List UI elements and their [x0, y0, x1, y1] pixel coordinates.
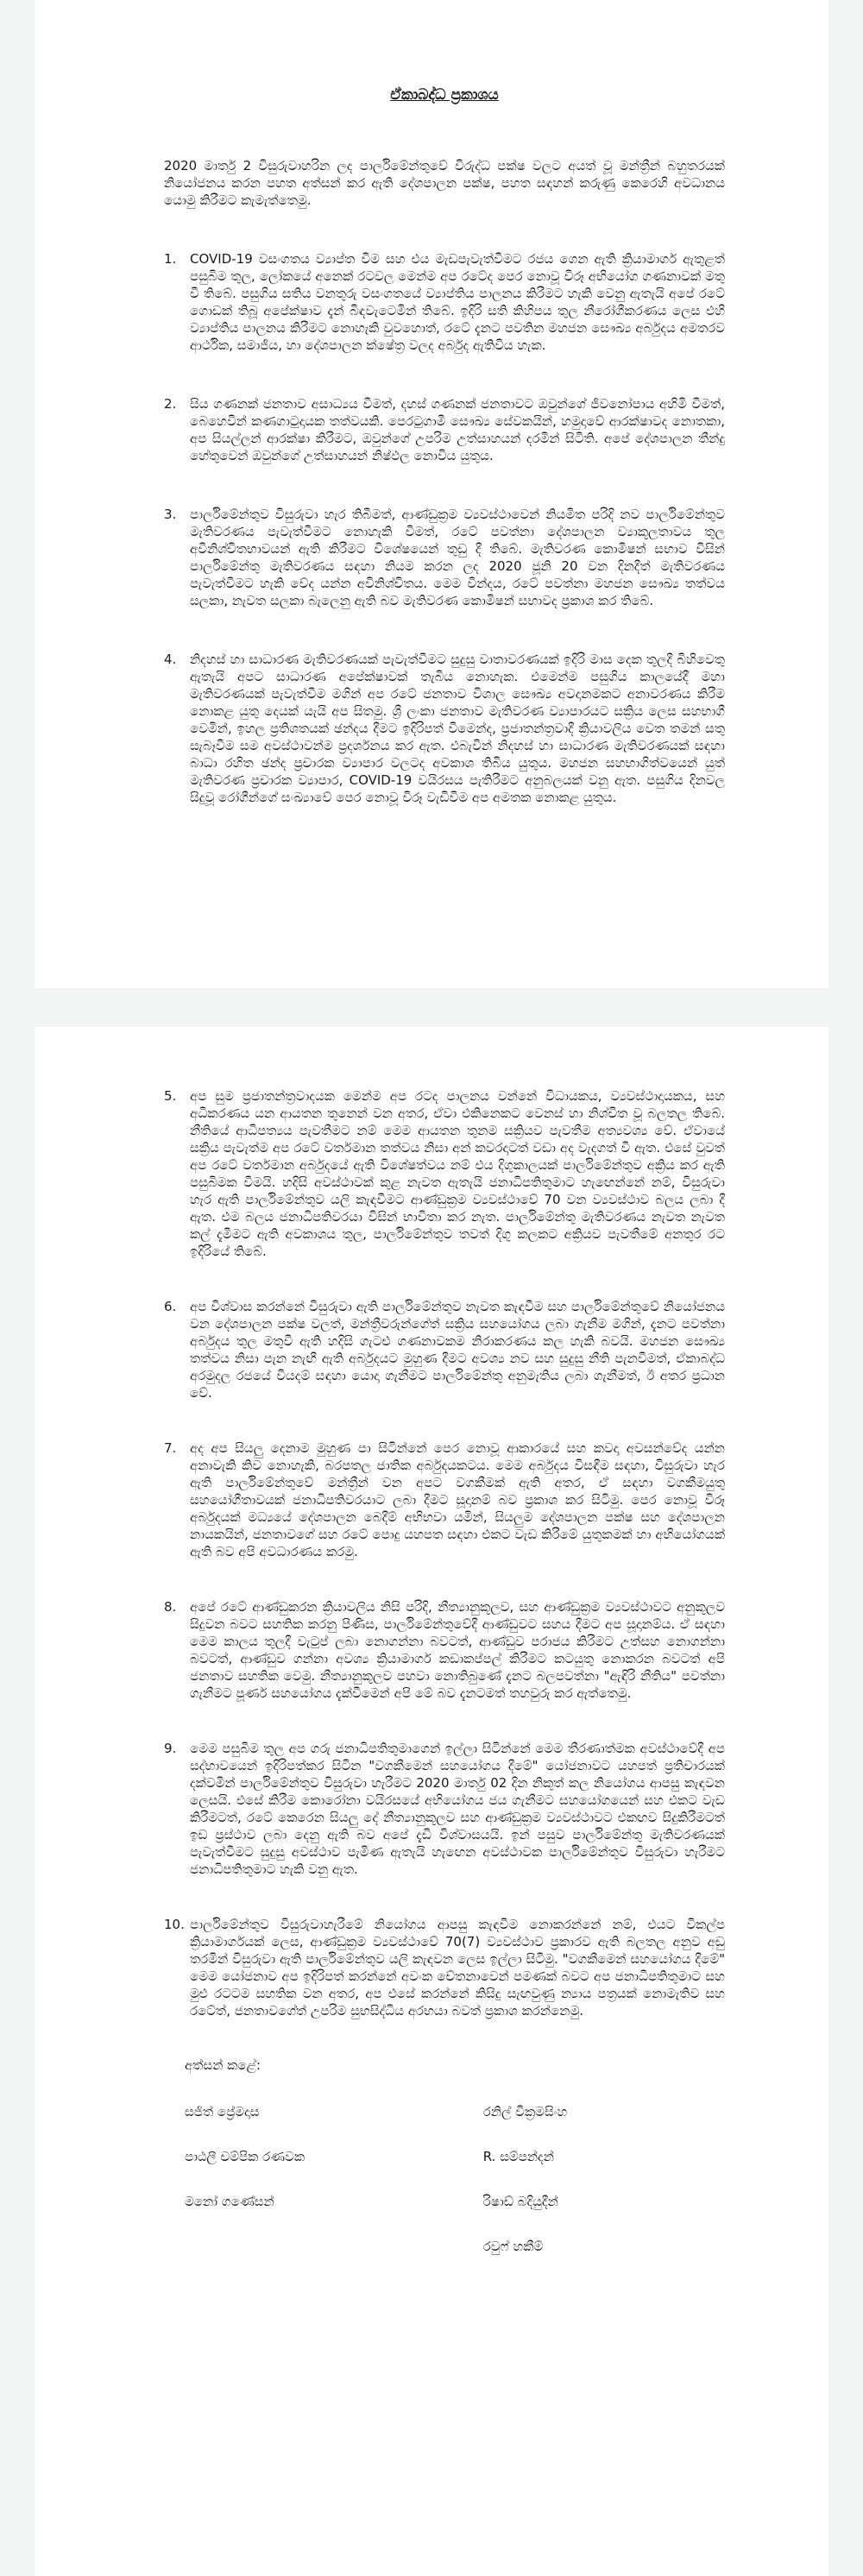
item-text: COVID-19 වසංගතය ව්‍යාප්ත වීම සහ එය මැඩපැවැත්වීමට රජය ගෙන ඇති ක්‍රියාමාර්ග ඇතුළත් පසුබිම තුල, ලෝකයේ අනෙක් රටවල මෙන්ම අප රටේද පෙර නොවූ විරූ අභියෝග ගණනාවක් මතු වී තිබේ. පසුගිය සතිය වනතුරු වසංගතයේ ව්‍යාප්තිය පාලනය කිරීමට හැකි වෙනු ඇතැයි අපේ රටේ ගොඩක් තිබූ අපේක්ෂාව දැන් බිඳවැටෙමින් තිබේ. ඉදිරි සති කිහිපය තුල නීරෝගීකරණය ලෙස එහි ව්‍යාප්තිය පාලනය කිරීමට නොහැකි වුවහොත්, රටේ දැනට පවතින මහජන සෞඛ්‍ය අර්බුදය අමතරව ආර්ථික, සමාජීය, හා දේශපාලන ක්ෂේත්‍ර වලද අර්බුද ඇතිවිය හැක.: [190, 251, 725, 353]
numbered-item: [164, 1598, 725, 1702]
item-number: 10.: [164, 1917, 185, 1932]
numbered-item: [164, 1087, 725, 1260]
item-number: 3.: [164, 507, 177, 522]
item-number: 7.: [164, 1440, 177, 1456]
signatory-name: සජිත් ප්‍රේමදාස: [185, 2104, 260, 2119]
signature-row: [185, 2194, 725, 2209]
item-text: පාර්ලිමේන්තුව විසුරුවාහැරීමේ නියෝගය ආපසු කැඳවීම නොකරන්නේ නම්, එයට විකල්ප ක්‍රියාමාර්ගයක් ලෙස, ආණ්ඩුක්‍රම ව්‍යවස්ථාවේ 70(7) ව්‍යවස්ථාව ප්‍රකාරව ඇති බලතල අනුව අඩු තරමින් විසුරුවා ඇති පාර්ලිමේන්තුව යලි කැඳවන ලෙස ඉල්ලා සිටිමු. "වගකීමෙන් සහයෝගය දීමේ" මෙම යෝජනාව අප ඉදිරිපත් කරන්නේ අවංක චේතනාවෙන් පමණක් බවට අප ජනාධිපතිතුමාට සහ මුළු රටටම සහතික වන අතර, අප එසේ කරන්නේ කිසිදු සැඟවුණු න්‍යාය පත්‍රයක් නොමැතිව සහ රටේත්, ජනතාවගේත් උපරිම සුභසිද්ධිය අරභයා බවත් ප්‍රකාශ කරන්නෙමු.: [190, 1917, 725, 2019]
item-text: අද අප සියලු දෙනාම මුහුණ පා සිටින්නේ පෙර නොවූ ආකාරයේ සහ කවදා අවසන්වේද යන්න අනාවැකි කිව නොහැකි, බරපතල ජාතික අර්බුදයකටය. මෙම අර්බුදය විසඳීම සඳහා, විසුරුවා හැර ඇති පාර්ලිමේන්තුවේ මන්ත්‍රීන් වන අපට වගකීමක් ඇති අතර, ඒ සඳහා වගකීමයුතු සහයෝගීතාවයක් ජනාධිපතිවරයාට ලබා දීමට සූදානම් බව ප්‍රකාශ කර සිටිමු. පෙර නොවූ විරූ අර්බුදයක් මධ්‍යයේ දේශපාලන බෙදීම් අභිභවා යමින්, සියලුම දේශපාලන පක්ෂ සහ දේශපාලන නායකයින්, ජනතාවගේ සහ රටේ පොදු යහපත සඳහා එකට වැඩ කිරීමේ යුතුකමක් හා අභියෝගයක් ඇති බව අපි අවධාරණය කරමු.: [190, 1440, 725, 1559]
numbered-item: [164, 1740, 725, 1878]
signatory-name: [185, 2239, 483, 2254]
numbered-item: [164, 1916, 725, 2019]
signatory-name: රවුෆ් හකීම්: [482, 2239, 544, 2254]
item-text: අප විශ්වාස කරන්නේ විසුරුවා ඇති පාර්ලිමේන්තුව නැවත කැඳවීම සහ පාර්ලිමේන්තුවේ නියෝජනය වන දේශපාලන පක්ෂ වලත්, මන්ත්‍රීවරුන්ගේත් සක්‍රිය සහයෝගය ලබා ගැනීම මගින්, දැනට පවත්නා අර්බුදය තුල මතුවී ඇති හදිසි ගැටළු ගණනාවකම නිරාකරණය කල හැකි බවයි. මහජන සෞඛ්‍ය තත්වය නිසා පැන නැඟී ඇති අර්බුදයට මුහුණ දීමට අවශ්‍ය නව සහ සුදුසු නීති පැනවීමත්, ඒකාබද්ධ අරමුදල රජයේ වියදම් සඳහා යොදා ගැනීමට පාර්ලිමේන්තු අනුමැතිය ලබා ගැනීමත්, ඊ අතර ප්‍රධාන වේ.: [190, 1299, 725, 1401]
numbered-item: [164, 395, 725, 464]
item-number: 6.: [164, 1299, 177, 1314]
item-number: 5.: [164, 1088, 177, 1104]
intro-paragraph: 2020 මාර්තු 2 විසුරුවාහරින ලද පාර්ලිමේන්තුවේ විරුද්ධ පක්ෂ වලට අයත් වූ මන්ත්‍රීන් බහුතරයක් නියෝජනය කරන පහත අත්සන් කර ඇති දේශපාලන පක්ෂ, පහත සඳහන් කරුණු කෙරෙහි අවධානය යොමු කිරීමට කැමැත්තෙමු.: [164, 158, 725, 208]
item-text: නිදහස් හා සාධාරණ මැතිවරණයක් පැවැත්වීමට සුදුසු වාතාවරණයක් ඉදිරි මාස දෙක තුලදී බිහිවෙතු ඇතැයි අපට සාධාරණ අපේක්ෂාවක් තැබිය නොහැක. එමෙන්ම පසුගිය කාලයේදී මහා මැතිවරණයක් පැවැත්වීම මගින් අප රටේ ජනතාව විශාල සෞඛ්‍ය අවදානමකට අනාවරණය කිරීම නොකළ යුතු දෙයක් යැයි අප සිතමු. ශ්‍රී ලංකා ජනතාව මැතිවරණ ව්‍යාපාරයට සක්‍රිය ලෙස සහභාගී වෙමින්, ඉහල ප්‍රතිශතයක් ඡන්දය දීමට ඉදිරිපත් වීමෙන්ද, ප්‍රජාතන්ත්‍රවාදී ක්‍රියාවලිය වෙත තමන් සතු සැබෑවීම සම අවස්ථාවන්ම ප්‍රදර්ශනය කර ඇත. එබැවින් නිදහස් හා සාධාරණ මැතිවරණයක් සඳහා බාධා රහිත ඡන්ද ප්‍රචාරක ව්‍යාපාර වලටද අවකාශ තිබිය යුතුය. මහජන සහභාගිත්වයෙන් යුත් මැතිවරණ ප්‍රචාරක ව්‍යාපාර, COVID-19 වයිරසය පැතිරීමට අනුබලයක් වනු ඇත. පසුගිය දිනවල සිදුවූ රෝගීන්ගේ සංඛ්‍යාවේ පෙර නොවූ විරූ වැඩිවීම අප අමතක නොකළ යුතුය.: [190, 652, 725, 805]
item-text: සිය ගණනක් ජනතාව අසාධ්‍යය වීමත්, දහස් ගණනක් ජනතාවට ඔවුන්ගේ ජීවනෝපාය අහිමි වීමත්, බෙහෙවින් කණගාටුදායක තත්වයකි. පෙරටුගාමී සෞඛ්‍ය සේවකයින්, හමුදාවේ ආරක්ෂාවද නොතකා, අප සියල්ලන් ආරක්ෂා කිරීමට, ඔවුන්ගේ උපරිම උත්සාහයන් දරමින් සිටිති. අපේ දේශපාලන තීන්දු හේතුවෙන් ඔවුන්ගේ උත්සාහයන් නිෂ්ඵල නොවිය යුතුය.: [190, 396, 725, 463]
document-title: ඒකාබද්ධ ප්‍රකාශය: [390, 86, 499, 104]
item-text: අපේ රටේ ආණ්ඩුකරන ක්‍රියාවලිය නිසි පරිදි, නීත්‍යානුකූලව, සහ ආණ්ඩුක්‍රම ව්‍යවස්ථාවට අනුකූලව සිදුවන බවට සහතික කරනු පිණිස, පාර්ලිමේන්තුවේදී ආණ්ඩුවට සහය දීමට අප සූදානම්ය. ඒ සඳහා මෙම කාලය තුලදී වැටුප් ලබා නොගන්නා බවටත්, ආණ්ඩුව පරාජය කිරීමට උත්සහ නොගන්නා බවටත්, ආණ්ඩුව ගන්නා අවශ්‍ය ක්‍රියාමාර්ග කඩාකප්පල් කිරීමට කටයුතු නොකරන බවටත් අපි ජනතාව සහතික වෙමු. නීත්‍යානුකූලව පහවා නොතිබුණේ දැනට බලපවත්නා "ඇඳිරි නීතිය" පවත්නා ගැනීමට පූර්ණ සහයෝගය දැක්වීමෙන් අපි මේ බව දැනටමත් තහවුරු කර ඇත්තෙමු.: [190, 1599, 725, 1701]
numbered-item: [164, 250, 725, 354]
numbered-item: [164, 1298, 725, 1401]
signatory-name: රිෂාඩ් බදියුදීන්: [482, 2194, 558, 2209]
item-number: 9.: [164, 1741, 177, 1756]
item-number: 4.: [164, 652, 177, 667]
signatory-name: R. සම්පන්දන්: [482, 2149, 554, 2164]
item-number: 8.: [164, 1599, 177, 1615]
signatures-heading: අත්සන් කළේ:: [185, 2057, 261, 2073]
item-number: 2.: [164, 396, 177, 412]
signature-row: [185, 2149, 725, 2164]
numbered-item: [164, 651, 725, 806]
item-text: අප සුම ප්‍රජාතන්ත්‍රවාදයක මෙන්ම අප රටද පාලනය වන්නේ විධායකය, ව්‍යවස්ථාදායකය, සහ අධිකරණය යන ආයතන තුනෙන් වන අතර, ඒවා එකිනෙකට වෙනස් හා නිශ්චිත වූ බලතල තිබේ. නීතියේ ආධිපත්‍යය පැවතීමට නම් මෙම ආයතන තුනම සක්‍රියව පැවතීම අත්‍යවශ්‍ය වේ. ඒවායේ සක්‍රිය පැවැත්ම අප රටේ වර්තමාන තත්වය නිසා අන් කවරදාටත් වඩා අද වැදගත් වී ඇත. එසේ වුවත් අප රටේ වර්තමාන අර්බුදයේ ඇති විශේෂත්වය නම් එය දිගුකාලයක් පාර්ලිමේන්තුව අක්‍රිය කර ඇති පසුබිමක වීමයි. හදිසි අවස්ථාවක් කුළ නැවත ඇතැයි ජනාධිපතිතුමාට හැඟෙන්නේ නම්, විසුරුවා හැර ඇති පාර්ලිමේන්තුව යලි කැඳවීමට ආණ්ඩුක්‍රම ව්‍යවස්ථාවේ 70 වන ව්‍යවස්ථාව බලය ලබා දී ඇත. එම බලය ජනාධිපතිවරයා විසින් භාවිතා කර නැත. පාර්ලිමේන්තු මැතිවරණය නැවත නැවත කල් දැමීමට ඇති අවකාශය තුල, පාර්ලිමේන්තුව තවත් දිගු කලකට අක්‍රියව පැවතීමේ අනතුර රට ඉදිරියේ තිබේ.: [190, 1088, 725, 1259]
signatory-name: මනෝ ගණේසන්: [185, 2194, 274, 2209]
item-text: මෙම පසුබිම තුල අප ගරු ජනාධිපතිතුමාගෙන් ඉල්ලා සිටින්නේ මෙම තීරණාත්මක අවස්ථාවේදී අප සද්භාවයෙන් ඉදිරිපත්කර සිටින "වගකීමෙන් සහයෝගය දීමේ" යෝජනාවට යහපත් ප්‍රතිචාරයක් දක්වමින් පාර්ලිමේන්තුව විසුරුවා හැරීමට 2020 මාර්තු 02 දින නිකුත් කල නියෝගය ආපසු කැඳවන ලෙසයි. එසේ කිරීම කොරෝනා වයිරසයේ අභියෝගය ජය ගැනීමට සහයෝගයෙන් සහ එකට වැඩ කිරීමටත්, රටේ කෙරෙන සියලු දේ නීත්‍යානුකූලව සහ ආණ්ඩුක්‍රම ව්‍යවස්ථාවට එකඟව සිදුකිරීමටත් ඉඩ ප්‍රස්ථාව ලබා දෙනු ඇති බව අපේ දැඩි විශ්වාසයයි. ඉන් පසුව පාර්ලිමේන්තු මැතිවරණයක් පැවැත්වීමට සුදුසු අවස්ථාව පැමිණ ඇතැයි හැඟෙන අවස්ථාවක පාර්ලිමේන්තුව විසුරුවා හැරීමට ජනාධිපතිතුමාට හැකි වනු ඇත.: [190, 1741, 725, 1877]
item-number: 1.: [164, 251, 177, 267]
signatory-name: පාඨලී චම්පික රණවක: [185, 2149, 306, 2164]
numbered-item: [164, 506, 725, 609]
item-text: පාර්ලිමේන්තුව විසුරුවා හැර තිබීමත්, ආණ්ඩුක්‍රම ව්‍යවස්ථාවෙන් නියමිත පරිදි නව පාර්ලිමේන්තුව මැතිවරණය පැවැත්වීමට නොහැකි වීමත්, රටේ පවත්නා දේශපාලන ව්‍යාකූලතාවය තුල අවිනිශ්චිතභාවයන් ඇති කිරීමට විශේෂයෙන් තුඩු දී තිබේ. මැතිවරණ කොමිෂන් සභාව විසින් පාර්ලිමේන්තු මැතිවරණය සඳහා නියම කරන ලද 2020 ජූනි 20 වන දිනදීත් මැතිවරණය පැවැත්වීමට හැකි වේද යන්න අවිනිශ්චිතය. මෙම වින්දය, රටේ පවත්නා මහජන සෞඛ්‍ය තත්වය සලකා, නැවත සලකා බැලෙනු ඇති බව මැතිවරණ කොමිෂන් සභාවද ප්‍රකාශ කර තිබේ.: [190, 507, 725, 608]
signatory-name: රනිල් වික්‍රමසිංහ: [482, 2104, 568, 2119]
document-page-2: [35, 1027, 828, 2576]
document-page-1: [35, 0, 828, 988]
signature-row: [185, 2239, 725, 2254]
numbered-item: [164, 1439, 725, 1560]
signature-row: [185, 2104, 725, 2119]
